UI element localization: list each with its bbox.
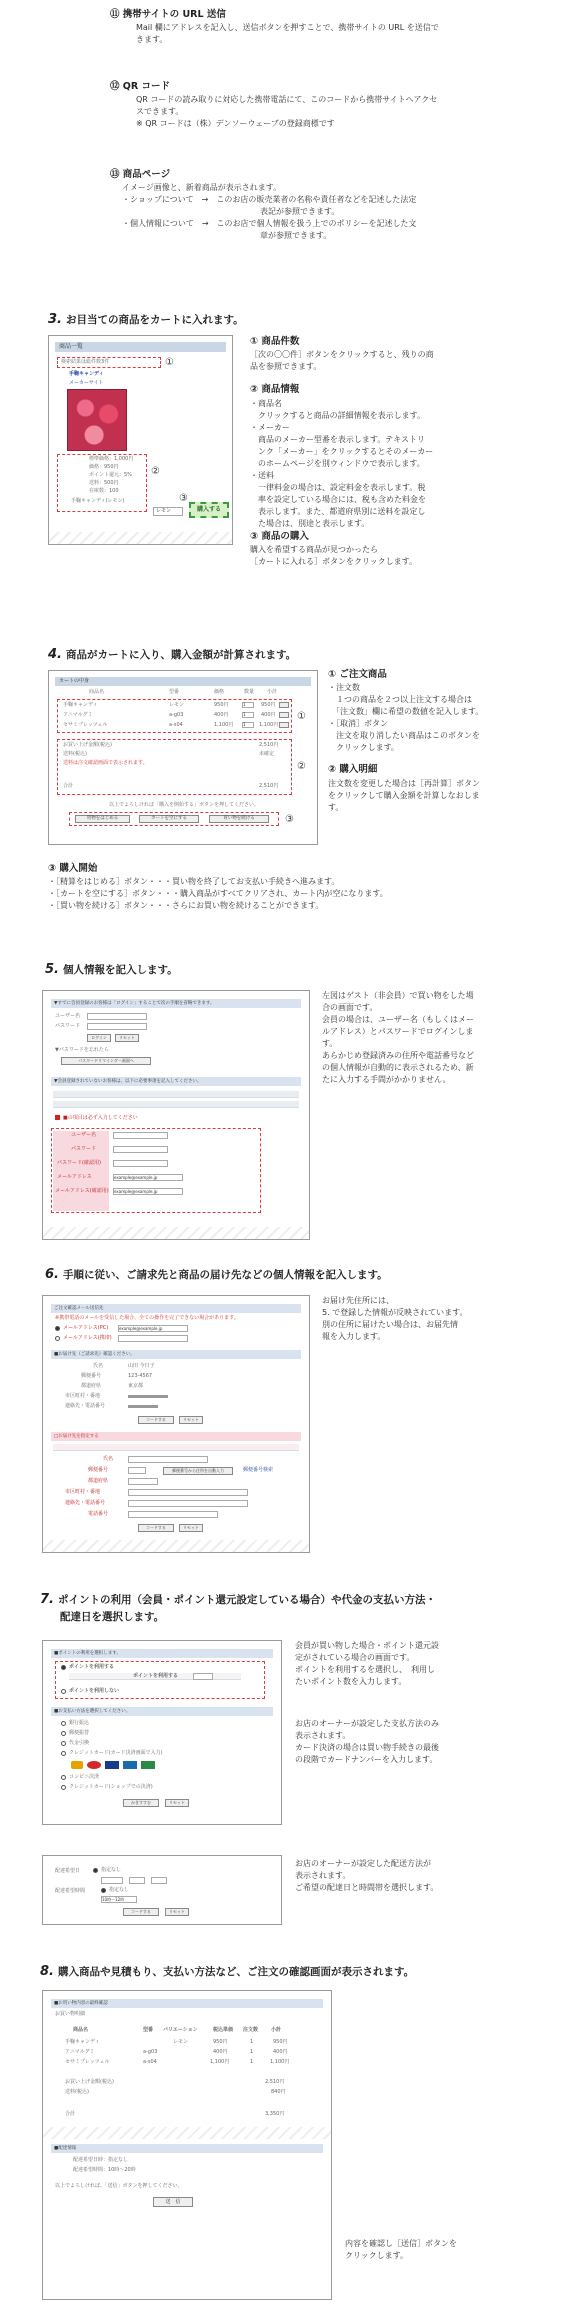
no-point-radio[interactable] (61, 1689, 66, 1694)
cart-row-3-price: 1,100円 (214, 722, 234, 728)
payment-next-button[interactable]: かきすすむ (123, 1799, 159, 1807)
pay-cod-radio[interactable] (61, 1741, 66, 1746)
step-7-title-text: ポイントの利用（会員・ポイント還元設定している場合）や代金の支払い方法・ (57, 1594, 436, 1606)
step-7-desc3-line-3: ご希望の配達日と時間帯を選択します。 (295, 1883, 439, 1892)
billing-zip-label: 郵便番号 (81, 1373, 102, 1379)
step-7-title (40, 1590, 550, 1625)
confirm-row-1-subtotal: 950円 (273, 2039, 288, 2045)
item-13-shop-line-2: 表記が参照できます。 (260, 207, 340, 217)
item-13-privacy-line-2: 章が参照できます。 (260, 231, 332, 241)
step-8-desc-line-2: クリックします。 (345, 2251, 409, 2260)
ship-addr-label: 市区町村・番地 (65, 1489, 101, 1495)
step-7-description-1 (295, 1640, 557, 1688)
pay-postal-label: 郵便振替 (69, 1730, 90, 1736)
step-5-title-text: 個人情報を記入します。 (62, 964, 178, 976)
step-4-c3-title: ③ 購入開始 (48, 863, 98, 874)
step-4-marker-2: ② (297, 761, 306, 772)
step-4-cart-header: カートの中身 (55, 677, 311, 686)
cart-shipping-label: 送料(税込) (63, 751, 87, 757)
step-4-c1-line-3: 「注文数」欄に希望の数値を記入します。 (328, 707, 484, 717)
step-3-title-text: お目当ての商品をカートに入れます。 (65, 314, 244, 326)
billing-addr-label: 市区町村・番地 (65, 1393, 101, 1399)
field-label-email: メールアドレス (57, 1174, 92, 1180)
delivery-time-select[interactable]: 10時〜12時 (101, 1896, 137, 1903)
forgot-password-label: ▼パスワードを忘れたら (55, 1047, 109, 1053)
pay-card-label: クレジットカード(カード決済画面で入力) (69, 1750, 163, 1756)
step-5-desc-line-5: す。 (322, 1039, 338, 1048)
step-3-list-header: 商品一覧 (55, 342, 226, 352)
field-label-password: パスワード (71, 1146, 97, 1152)
cart-row-2-name: アニマルグミ (63, 712, 93, 718)
step-7-desc2-line-3: カード決済の場合は買い物手続きの最後 (295, 1743, 439, 1752)
step-7-screenshot-payment (42, 1640, 282, 1825)
payment-header: ■お支払い方法を選択してください。 (51, 1707, 273, 1716)
required-mark-icon (55, 1115, 60, 1120)
step-6-description (322, 1295, 558, 1343)
step-4-c2-title: ② 購入明細 (328, 764, 378, 776)
confirm-col-name: 商品名 (73, 2027, 89, 2033)
login-user-label: ユーザー名 (55, 1013, 81, 1019)
confirm-row-1-qty: 1 (250, 2039, 254, 2045)
step-8-desc-line-1: 内容を確認し［送信］ボタンを (345, 2239, 457, 2248)
add-to-cart-button[interactable]: 購入する (189, 502, 229, 518)
cart-sum-value: 2,510円 (259, 783, 279, 789)
cart-row-2-model: a-g03 (169, 712, 184, 718)
use-point-radio[interactable] (61, 1665, 66, 1670)
step-6-desc-line-3: 別の住所に届けたい場合は、お届先情 (322, 1320, 458, 1329)
delivery-next-button[interactable]: コードする (123, 1908, 159, 1916)
mail-dest-header: ご注文確認メール送信先 (51, 1304, 301, 1313)
step-4-title (48, 645, 528, 665)
send-order-button[interactable]: 送 信 (153, 2197, 193, 2207)
item-13-privacy-line-1: ・個人情報について → このお店で個人情報を扱う上でのポリシーを記述した文 (122, 219, 417, 229)
step-7-desc2-line-2: 表示されます。 (295, 1731, 351, 1740)
step-6-desc-line-4: 報を入力します。 (322, 1332, 386, 1341)
item-13-title: ⑬ 商品ページ (110, 169, 171, 180)
username-input[interactable] (113, 1132, 168, 1139)
confirm-row-3-subtotal: 1,100円 (270, 2059, 290, 2065)
ship-phone-input[interactable] (128, 1511, 218, 1518)
step-4-title-text: 商品がカートに入り、購入金額が計算されます。 (65, 649, 297, 661)
step-3-c3-line-2: ［カートに入れる］ボタンをクリックします。 (250, 556, 418, 566)
card-brand-icon-2 (87, 1761, 101, 1769)
step-5-screenshot (42, 990, 310, 1240)
step-3-spec-1: 標準価格：1,000円 (89, 456, 134, 462)
step-3-c2-line-3: ・メーカー (250, 422, 290, 432)
item-12-line-3: ※ QR コードは（株）デンソーウェーブの登録商標です (136, 119, 335, 129)
delivery-time-none-label: 指定なし (109, 1887, 130, 1893)
step-6-screenshot (42, 1295, 310, 1553)
delivery-date-none-label: 指定なし (101, 1867, 122, 1873)
login-reset-button[interactable]: リセット (115, 1034, 139, 1042)
mail-mobile-input[interactable] (118, 1335, 188, 1342)
card-brand-icon-3 (105, 1761, 119, 1769)
confirm-row-2-subtotal: 400円 (273, 2049, 288, 2055)
item-12-title: ⑫ QR コード (110, 81, 171, 92)
step-4-c1-title: ① ご注文商品 (328, 669, 387, 680)
pay-bank-radio[interactable] (61, 1721, 66, 1726)
cart-col-price: 価格 (214, 689, 225, 695)
step-4-description (328, 668, 560, 814)
delivery-year-select[interactable] (101, 1877, 123, 1884)
mail-pc-input[interactable]: example@example.jp (118, 1325, 188, 1332)
delivery-info-header: ■配達情報 (51, 2144, 323, 2153)
step-7-desc1-line-2: 定がされている場合の画面です。 (295, 1653, 415, 1662)
step-4-c3-block (48, 862, 558, 912)
zip-search-link[interactable]: 郵便番号検索 (243, 1467, 274, 1473)
ship-name-input[interactable] (128, 1456, 208, 1463)
step-7-desc3-line-1: お店のオーナーが設定した配送方法が (295, 1859, 431, 1868)
step-4-c1-line-1: ・注文数 (328, 683, 360, 693)
delivery-time-none-radio[interactable] (101, 1888, 106, 1893)
step-4-c3-line-2: ・［カートを空にする］ボタン・・・購入商品がすべてクリアされ、カート内が空になります。 (48, 889, 388, 899)
step-3-c2-line-5: ンク「メーカー」をクリックするとそのメーカー (250, 446, 434, 456)
cart-row-1-price: 950円 (214, 702, 229, 708)
pay-cvs-radio[interactable] (61, 1775, 66, 1780)
pay-shop-card-radio[interactable] (61, 1785, 66, 1790)
cart-row-2-price: 400円 (214, 712, 229, 718)
card-brand-icon-1 (71, 1761, 83, 1769)
confirm-row-3-name: セサミプレッツェル (65, 2059, 110, 2065)
confirm-total-value: 2,510円 (265, 2079, 285, 2085)
step-3-count-label: 検索結果は総件数3件 (61, 359, 110, 365)
login-pass-input[interactable] (87, 1023, 147, 1030)
confirm-ship-value: 840円 (271, 2089, 286, 2095)
point-header: ■ポイントの利用を選択します。 (51, 1649, 273, 1658)
point-amount-input[interactable] (193, 1673, 213, 1680)
confirm-row-3-model: a-s04 (143, 2059, 157, 2065)
login-pass-label: パスワード (55, 1023, 81, 1029)
step-5-title (45, 960, 525, 980)
pay-shop-card-label: クレジットカード(ショップでの決済) (69, 1784, 153, 1790)
pay-cvs-label: コンビニ決済 (69, 1774, 100, 1780)
step-3-c3-line-1: 購入を希望する商品が見つかったら (250, 544, 378, 554)
cart-total-value: 2,510円 (259, 742, 279, 748)
confirm-sum-label: 合計 (65, 2111, 76, 2117)
step-4-marker-3: ③ (285, 814, 294, 825)
clear-cart-button[interactable]: カートを空にする (139, 815, 199, 823)
step-3-spec-6: 手鞠キャンディ(レモン) (71, 498, 125, 504)
item-13-block (110, 168, 555, 242)
step-3-maker-link[interactable]: メーカーサイト (69, 380, 104, 386)
step-3-c1-title: ① 商品件数 (250, 336, 300, 347)
confirm-col-model: 型番 (143, 2027, 154, 2033)
item-12-line-1: QR コードの読み取りに対応した携帯電話にて、このコードから携帯サイトへアクセ (136, 95, 438, 105)
cart-row-1-model: レモン (169, 702, 185, 708)
ship-name-label: 氏名 (103, 1456, 114, 1462)
ship-pref-label: 都道府県 (88, 1478, 109, 1484)
step-7-desc1-line-4: たいポイント数を入力します。 (295, 1677, 407, 1686)
step-7-desc1-line-1: 会員が買い物した場合・ポイント還元設 (295, 1641, 439, 1650)
cart-row-3-qty[interactable]: 1 (242, 722, 254, 728)
confirm-total-label: お買い上げ金額(税込) (65, 2079, 114, 2085)
password-reminder-button[interactable]: パスワードリマインダー画面へ (61, 1057, 151, 1065)
confirm-col-variation: バリエーション (163, 2027, 198, 2033)
billing-name-label: 氏名 (93, 1363, 104, 1369)
payment-reset-button[interactable]: リセット (165, 1799, 189, 1807)
cart-row-3-model: a-s04 (169, 722, 183, 728)
confirm-col-qty: 注文数 (243, 2027, 259, 2033)
billing-reset-button[interactable]: リセット (179, 1416, 203, 1424)
email-confirm-input[interactable]: example@example.jp (113, 1188, 183, 1195)
cart-row-3-subtotal: 1,100円 (259, 722, 279, 728)
mail-mobile-label: メールアドレス(携帯) (63, 1335, 112, 1341)
item-11-title: ⑪ 携帯サイトの URL 送信 (110, 9, 226, 20)
step-7-number: 7. (40, 1592, 54, 1607)
confirm-ship-label: 送料(税込) (65, 2089, 89, 2095)
step-8-screenshot (42, 1990, 332, 2300)
step-7-desc2-line-1: お店のオーナーが設定した支払方法のみ (295, 1719, 439, 1728)
item-12-line-2: スできます。 (136, 107, 184, 117)
cart-row-2-qty[interactable]: 1 (242, 712, 254, 718)
step-4-marker-1: ① (297, 711, 306, 722)
step-6-desc-line-2: 5. で登録した情報が反映されています。 (322, 1308, 468, 1317)
step-3-c3-title: ③ 商品の購入 (250, 530, 309, 542)
step-3-spec-4: 送料：500円 (89, 480, 119, 486)
cart-col-name: 商品名 (89, 689, 105, 695)
cart-row-1-name: 手鞠キャンディ (63, 702, 98, 708)
cart-col-qty: 数量 (244, 689, 255, 695)
step-8-title (40, 1962, 555, 1982)
ship-contact-input[interactable] (128, 1500, 248, 1507)
mail-pc-label: メールアドレス(PC) (63, 1325, 109, 1331)
step-3-number: 3. (48, 312, 62, 327)
step-5-number: 5. (45, 962, 59, 977)
billing-zip-value: 123-4567 (128, 1373, 153, 1379)
billing-header: ■お届け先（ご請求先）確認ください。 (51, 1350, 301, 1359)
cart-sum-label: 合計 (63, 783, 74, 789)
ship-pref-select[interactable] (128, 1478, 158, 1485)
step-5-desc-line-3: 会員の場合は、ユーザー名（もしくはメー (322, 1015, 474, 1024)
ship-confirm-button[interactable]: コードする (138, 1524, 174, 1532)
card-brand-icon-5 (141, 1761, 155, 1769)
step-3-description (250, 335, 555, 568)
item-13-shop-line-1: ・ショップについて → このお店の販売業者の名称や責任者などを記述した法定 (122, 195, 417, 205)
pay-bank-label: 銀行振込 (69, 1720, 90, 1726)
step-5-desc-line-6: あらかじめ登録済みの住所や電話番号など (322, 1051, 474, 1060)
step-3-spec-5: 在庫数：100 (89, 488, 119, 494)
delivery-reset-button[interactable]: リセット (165, 1908, 189, 1916)
step-4-c1-line-2: １つの商品を２つ以上注文する場合は (328, 695, 472, 705)
cart-total-label: お買い上げ金額(税込) (63, 742, 112, 748)
step-4-c2-line-1: 注文数を変更した場合は［再計算］ボタン (328, 778, 480, 788)
step-4-c2-line-2: をクリックして購入金額を計算しなおしま (328, 790, 480, 800)
cart-row-2-subtotal: 400円 (261, 712, 276, 718)
cart-footer-note: 以上でよろしければ「購入を開始する」ボタンを押してください。 (109, 802, 260, 808)
confirm-row-3-price: 1,100円 (210, 2059, 230, 2065)
login-user-input[interactable] (87, 1013, 147, 1020)
step-3-screenshot (48, 335, 233, 545)
step-4-c2-line-3: す。 (328, 802, 344, 812)
step-5-description (322, 990, 558, 1086)
billing-tel-label: 連絡先・電話番号 (65, 1403, 106, 1409)
step-3-c2-title: ② 商品情報 (250, 384, 300, 396)
delivery-date-none-radio[interactable] (93, 1868, 98, 1873)
step-7-title-line-2: 配達日を選択します。 (60, 1610, 165, 1623)
zip-autofill-button[interactable]: 郵便番号から住所を自動入力 (163, 1467, 233, 1475)
pay-card-radio[interactable] (61, 1751, 66, 1756)
billing-name-value: 山田 今日子 (128, 1363, 155, 1369)
password-confirm-input[interactable] (113, 1160, 168, 1167)
step-5-desc-line-1: 左図はゲスト（非会員）で買い物をした場 (322, 991, 474, 1000)
cart-row-1-subtotal: 950円 (261, 702, 276, 708)
step-4-c3-line-3: ・［買い物を続ける］ボタン・・・さらにお買い物を続けることができます。 (48, 901, 324, 911)
step-7-description-2 (295, 1718, 557, 1766)
password-input[interactable] (113, 1146, 168, 1153)
step-7-description-3 (295, 1858, 557, 1894)
step-6-title-text: 手順に従い、ご請求先と商品の届け先などの個人情報を記入します。 (62, 1269, 388, 1281)
confirm-row-2-price: 400円 (213, 2049, 228, 2055)
step-5-desc-line-2: 合の画面です。 (322, 1003, 378, 1012)
use-point-label: ポイントを利用する (69, 1664, 115, 1670)
cart-shipping-note: 送料は注文確認画面で表示されます。 (63, 760, 148, 766)
delivery-day-select[interactable] (151, 1877, 167, 1884)
billing-pref-label: 都道府県 (81, 1383, 102, 1389)
step-3-c2-line-2: クリックすると商品の詳細情報を表示します。 (250, 410, 426, 420)
login-header: ▼すでに会員登録のお客様は「ログイン」することで次の手順を省略できます。 (51, 999, 301, 1008)
guest-header: ▼会員登録されていないお客様は、以下に必要事項を記入してください。 (51, 1077, 301, 1086)
step-3-c1-line-1: ［次の〇〇件］ボタンをクリックすると、残りの商 (250, 350, 434, 360)
pay-postal-radio[interactable] (61, 1731, 66, 1736)
confirm-row-1-variation: レモン (173, 2039, 189, 2045)
field-label-username: ユーザー名 (71, 1132, 97, 1138)
step-3-marker-3: ③ (179, 493, 188, 504)
step-3-product-name[interactable]: 手鞠キャンディ (69, 371, 104, 377)
ship-addr-input[interactable] (128, 1489, 248, 1496)
step-4-c1-line-4: ・［取消］ボタン (328, 719, 388, 729)
step-6-number: 6. (45, 1267, 59, 1282)
item-11-line-1: Mail 欄にアドレスを記入し、送信ボタンを押すことで、携帯サイトの URL を送信で (136, 23, 439, 33)
delivery-info-date: 配達希望日時：指定なし (73, 2157, 129, 2163)
item-11-block (110, 8, 550, 46)
ship-tel-label: 連絡先・電話番号 (65, 1500, 106, 1506)
step-3-c1-line-2: 品を参照できます。 (250, 362, 322, 372)
step-6-title (45, 1265, 545, 1285)
step-6-desc-line-1: お届け先住所には、 (322, 1296, 394, 1305)
cart-row-1-remove-button[interactable] (279, 702, 289, 708)
start-checkout-button[interactable]: 買物をはじめる (75, 815, 130, 823)
confirm-sum-value: 3,350円 (265, 2111, 285, 2117)
step-3-c2-line-6: のホームページを別ウィンドウで表示します。 (250, 458, 425, 468)
no-point-label: ポイントを利用しない (69, 1688, 120, 1694)
login-button[interactable]: ログイン (87, 1034, 111, 1042)
email-input[interactable]: example@example.jp (113, 1174, 183, 1181)
step-3-spec-2: 価格：950円 (89, 464, 119, 470)
confirm-row-1-name: 手鞠キャンディ (65, 2039, 100, 2045)
mail-pc-radio[interactable] (55, 1326, 60, 1331)
cart-row-3-name: セサミプレッツェル (63, 722, 108, 728)
confirm-row-3-qty: 1 (250, 2059, 254, 2065)
step-5-desc-line-7: の個人情報が自動的に表示されるため、新 (322, 1063, 474, 1072)
ship-zip-input[interactable] (128, 1467, 146, 1474)
step-5-desc-line-4: ルアドレス）とパスワードでログインしま (322, 1027, 474, 1036)
candy-image[interactable] (67, 389, 127, 451)
step-3-c2-line-9: 率を設定している場合には、税も含めた料金を (250, 494, 426, 504)
step-4-c1-line-6: クリックします。 (328, 743, 400, 753)
confirm-col-price: 税込単価 (213, 2027, 234, 2033)
delivery-month-select[interactable] (129, 1877, 145, 1884)
field-label-email-confirm: メールアドレス(確認用) (55, 1188, 109, 1194)
confirm-header: ■お買い物内容の最終確認 (51, 1999, 323, 2008)
step-4-screenshot (48, 670, 318, 845)
cart-shipping-value: 未確定 (259, 751, 275, 757)
step-3-marker-1: ① (165, 357, 174, 368)
step-3-c2-line-7: ・送料 (250, 470, 274, 480)
cart-col-model: 型番 (169, 689, 180, 695)
step-7-desc1-line-3: ポイントを利用するを選択し、 利用し (295, 1665, 435, 1674)
item-11-line-2: きます。 (136, 35, 168, 45)
delivery-info-time: 配達希望時間：10時〜20時 (73, 2167, 136, 2173)
step-7-desc2-line-4: の段階でカードナンバーを入力します。 (295, 1755, 438, 1764)
step-3-spec-3: ポイント還元：5% (89, 472, 132, 478)
confirm-subheader: お買い物明細 (55, 2011, 86, 2017)
step-7-desc3-line-2: 表示されます。 (295, 1871, 351, 1880)
confirm-footer-note: 以上でよろしければ、「送信」ボタンを押してください。 (55, 2183, 183, 2189)
delivery-date-label: 配達希望日 (55, 1868, 81, 1874)
cart-row-2-remove-button[interactable] (279, 712, 289, 718)
step-3-c2-line-8: 一律料金の場合は、設定料金を表示します。税 (250, 482, 426, 492)
ship-to-header: □お届け先を指定する (51, 1432, 301, 1441)
mobile-warning: ※携帯電話のメールを受信した場合、全ての操作を完了できない場合があります。 (55, 1315, 239, 1321)
mail-mobile-radio[interactable] (55, 1336, 60, 1341)
ship-phone-label: 電話番号 (88, 1511, 109, 1517)
step-8-number: 8. (40, 1964, 54, 1979)
cart-row-1-qty[interactable]: 1 (242, 702, 254, 708)
step-5-desc-line-8: たに入力する手間がかかりません。 (322, 1075, 451, 1084)
confirm-row-2-qty: 1 (250, 2049, 254, 2055)
confirm-col-subtotal: 小計 (271, 2027, 282, 2033)
variation-select[interactable]: レモン (153, 507, 183, 516)
delivery-time-label: 配達希望時間 (55, 1888, 86, 1894)
confirm-row-1-price: 950円 (213, 2039, 228, 2045)
card-brand-icon-4 (123, 1761, 137, 1769)
ship-reset-button[interactable]: リセット (179, 1524, 203, 1532)
item-12-block (110, 80, 550, 130)
step-3-marker-2: ② (151, 466, 160, 477)
ship-zip-label: 郵便番号 (88, 1467, 109, 1473)
step-4-number: 4. (48, 647, 62, 662)
step-3-c2-line-10: 表示します。また、都道府県別に送料を設定し (250, 506, 426, 516)
pay-cod-label: 代金引換 (69, 1740, 90, 1746)
step-4-c3-line-1: ・［精算をはじめる］ボタン・・・買い物を終了してお支払い手続きへ進みます。 (48, 877, 340, 887)
step-8-description (345, 2238, 557, 2262)
step-8-title-text: 購入商品や見積もり、支払い方法など、ご注文の確認画面が表示されます。 (57, 1966, 415, 1978)
field-label-password-confirm: パスワード(確認用) (57, 1160, 101, 1166)
point-note: ポイントを利用する (133, 1673, 179, 1679)
cart-col-subtotal: 小計 (267, 689, 278, 695)
billing-confirm-button[interactable]: コードする (138, 1416, 174, 1424)
continue-shopping-button[interactable]: 買い物を続ける (209, 815, 269, 823)
item-13-line-1: イメージ画像と、新着商品が表示されます。 (122, 183, 282, 193)
required-note: ■の項目は必ず入力してください (63, 1115, 138, 1121)
step-3-title (48, 310, 528, 330)
step-3-c2-line-4: 商品のメーカー型番を表示します。テキストリ (250, 434, 426, 444)
step-3-c2-line-1: ・商品名 (250, 398, 282, 408)
confirm-row-2-name: アニマルグミ (65, 2049, 95, 2055)
step-7-screenshot-delivery (42, 1855, 282, 1925)
billing-pref-value: 東京都 (128, 1383, 144, 1389)
step-4-c1-line-5: 注文を取り消したい商品はこのボタンを (328, 731, 480, 741)
cart-row-3-remove-button[interactable] (279, 722, 289, 728)
step-3-c2-line-11: た場合は、別途と表示します。 (250, 518, 370, 528)
confirm-row-2-model: a-g03 (143, 2049, 158, 2055)
